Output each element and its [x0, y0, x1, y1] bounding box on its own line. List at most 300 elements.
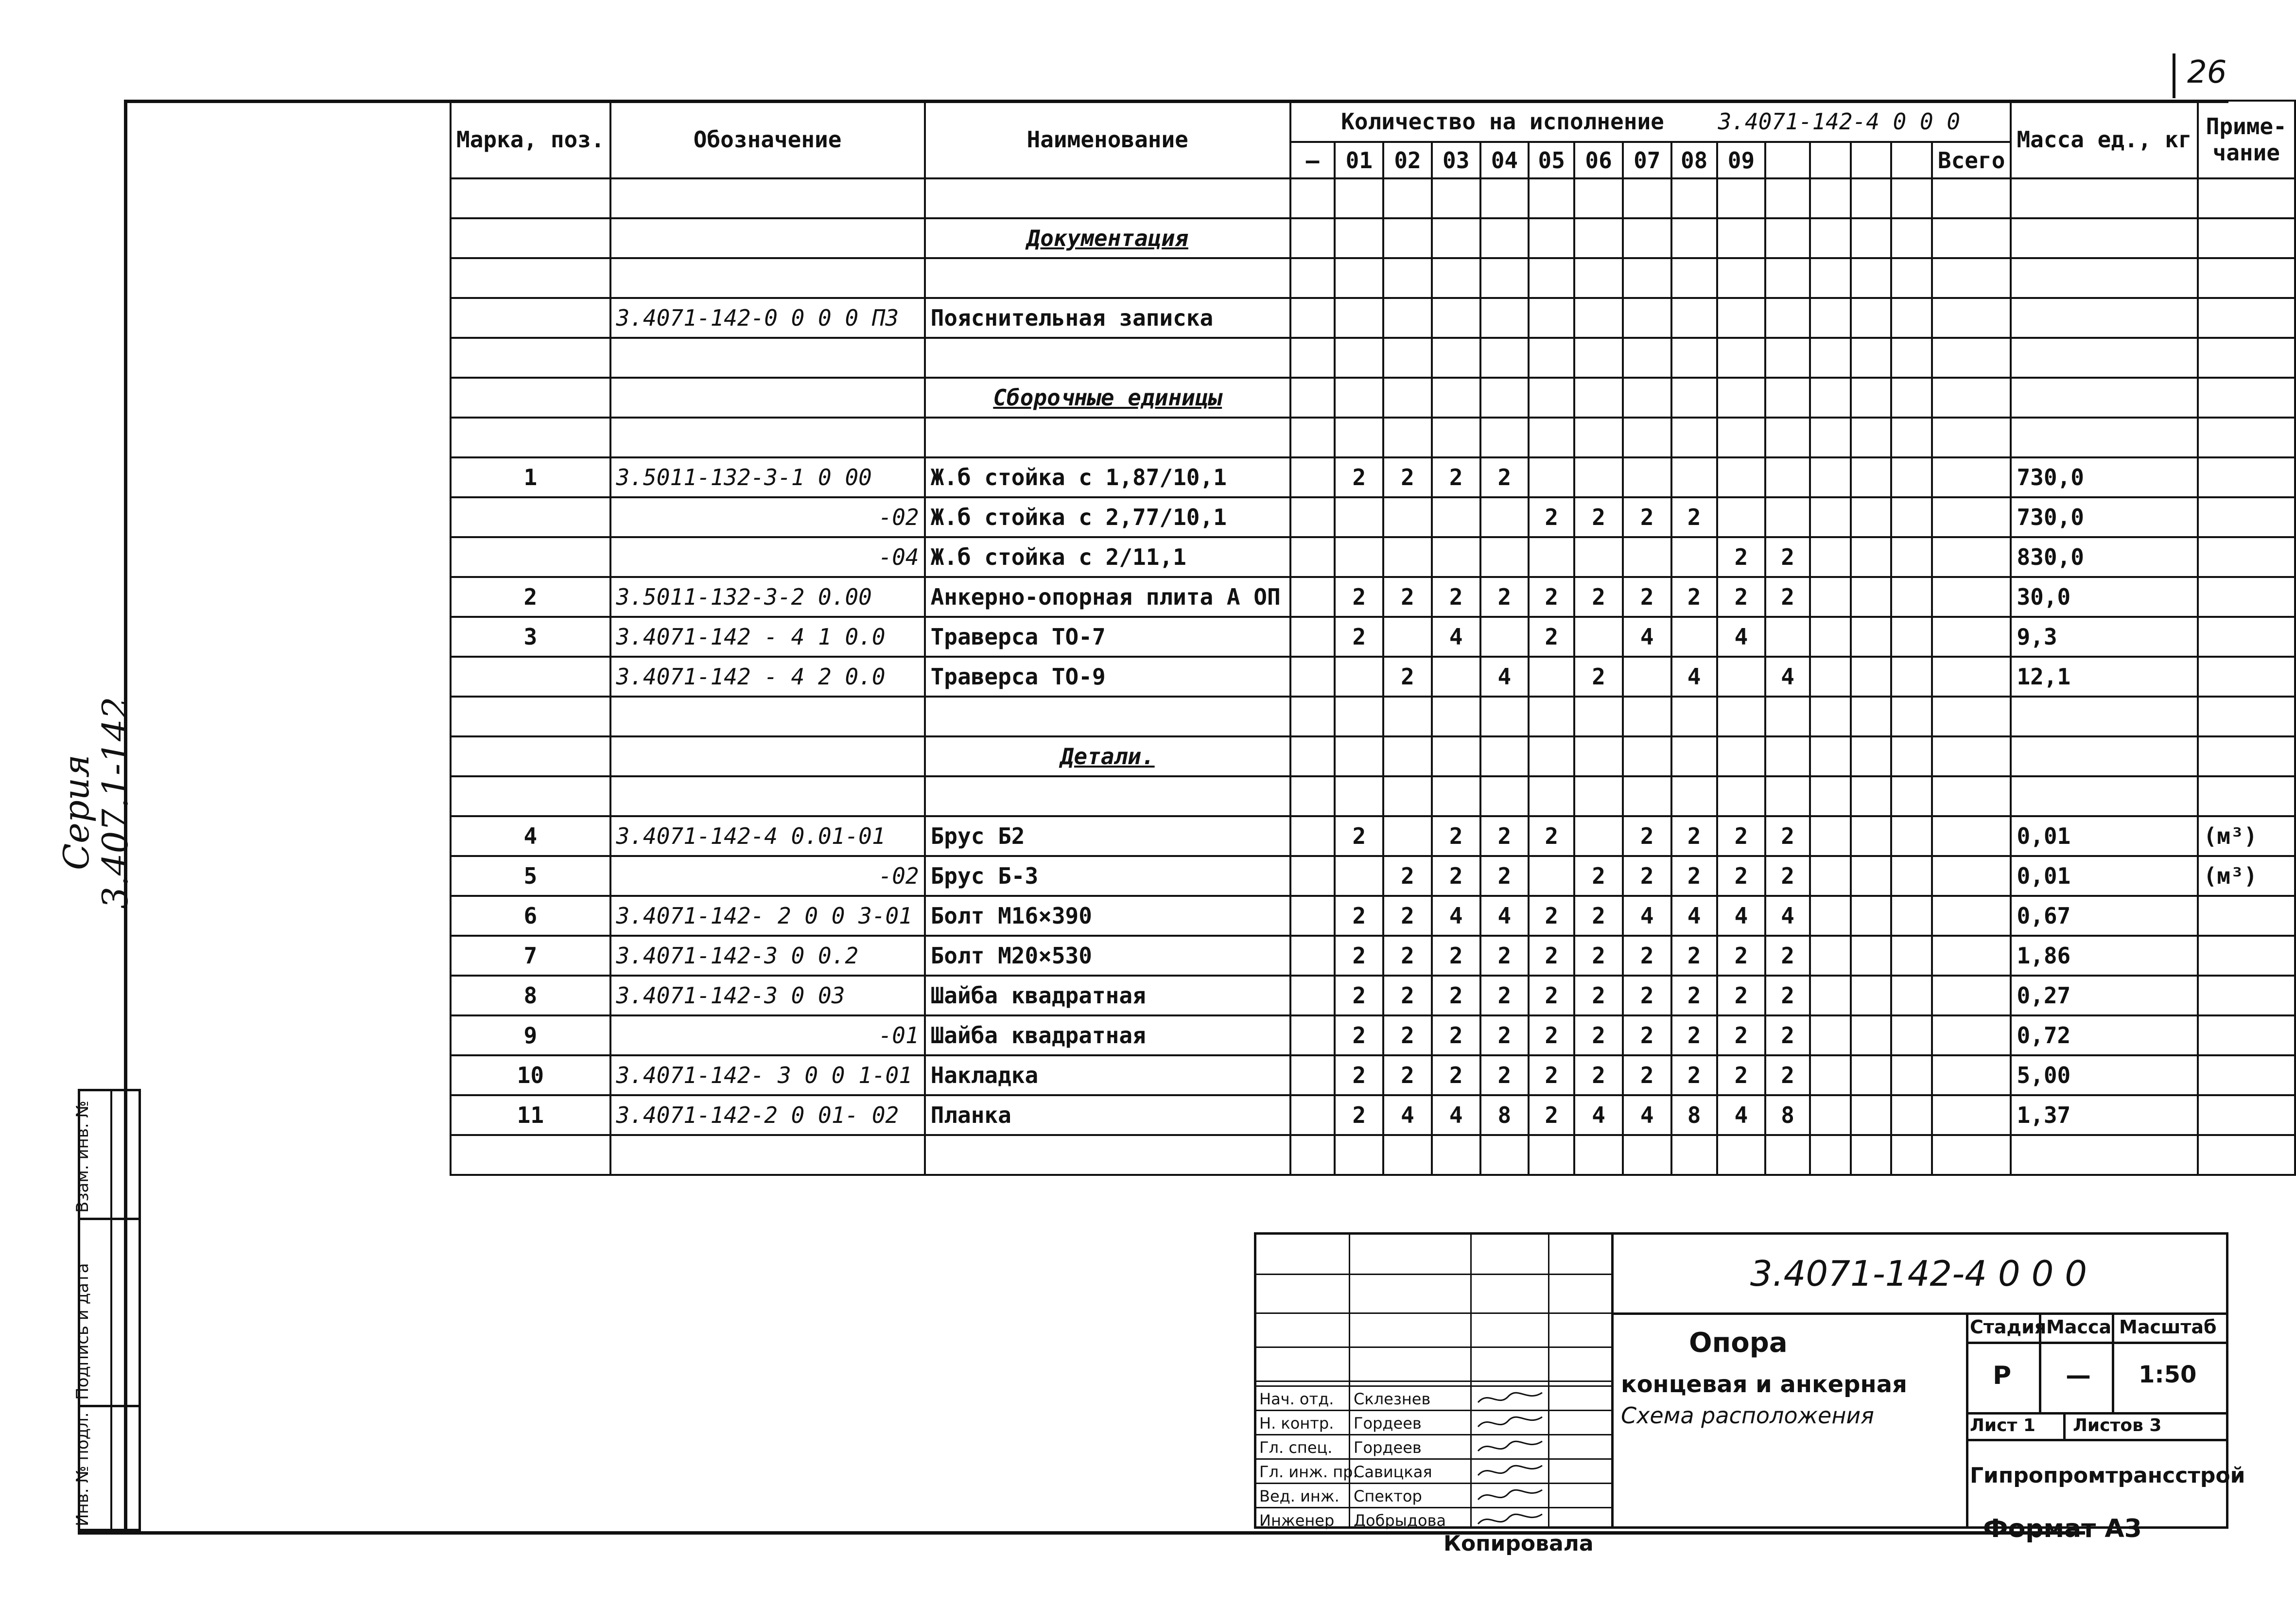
row-qty-6: [1574, 617, 1623, 657]
row-designation-cell: [610, 378, 925, 418]
table-row: [451, 896, 2295, 936]
row-qty-9: 2: [1717, 856, 1766, 896]
row-qty-11: [1810, 816, 1851, 856]
signature-role: Вед. инж.: [1259, 1487, 1339, 1505]
signature-row: [1256, 1434, 1611, 1460]
tb-empty-row-1: [1256, 1235, 1611, 1275]
row-qty-0: [1290, 896, 1335, 936]
header-variant-4: 04: [1480, 142, 1529, 178]
row-qty-11: [1810, 338, 1851, 378]
row-note: [2198, 577, 2296, 617]
row-designation-cell: [610, 1135, 925, 1175]
row-qty-6: 2: [1574, 936, 1623, 976]
row-qty-8: [1671, 457, 1717, 497]
row-qty-10: 2: [1765, 537, 1810, 577]
row-qty-11: [1810, 617, 1851, 657]
row-mass: [2011, 736, 2197, 776]
row-qty-5: 2: [1529, 896, 1574, 936]
row-qty-11: [1810, 577, 1851, 617]
row-qty-2: 2: [1383, 1015, 1432, 1055]
row-mark: 10: [451, 1055, 610, 1095]
row-qty-10: [1765, 258, 1810, 298]
row-qty-4: [1480, 617, 1529, 657]
row-qty-2: [1383, 776, 1432, 816]
row-qty-6: 2: [1574, 577, 1623, 617]
row-qty-4: [1480, 378, 1529, 418]
row-designation: 3.4071-142-4 0.01-01: [610, 816, 925, 856]
row-qty-9: [1717, 378, 1766, 418]
row-qty-14: [1932, 856, 2011, 896]
row-designation: -02: [610, 856, 925, 896]
row-qty-7: [1623, 657, 1671, 697]
signature-name: Спектор: [1354, 1487, 1422, 1505]
table-row: [451, 577, 2295, 617]
row-qty-11: [1810, 976, 1851, 1015]
row-qty-1: 2: [1335, 976, 1383, 1015]
row-qty-1: [1335, 178, 1383, 218]
row-qty-4: [1480, 298, 1529, 338]
row-qty-4: [1480, 697, 1529, 736]
row-name: Анкерно-опорная плита А ОП: [925, 577, 1290, 617]
row-qty-5: 2: [1529, 497, 1574, 537]
row-qty-0: [1290, 697, 1335, 736]
signature-role: Гл. инж. пр.: [1259, 1463, 1358, 1481]
row-qty-9: 4: [1717, 896, 1766, 936]
row-mark: [451, 657, 610, 697]
row-qty-0: [1290, 537, 1335, 577]
row-qty-10: [1765, 497, 1810, 537]
row-qty-8: 2: [1671, 577, 1717, 617]
table-row: [451, 1055, 2295, 1095]
row-qty-7: [1623, 298, 1671, 338]
table-row: [451, 497, 2295, 537]
table-row: [451, 378, 2295, 418]
row-qty-9: [1717, 497, 1766, 537]
row-qty-13: [1891, 497, 1932, 537]
row-qty-4: 2: [1480, 816, 1529, 856]
row-qty-11: [1810, 258, 1851, 298]
row-qty-11: [1810, 657, 1851, 697]
row-name: Траверса ТО-9: [925, 657, 1290, 697]
series-label-line1: Серия: [56, 754, 97, 870]
row-qty-5: 2: [1529, 1015, 1574, 1055]
row-qty-11: [1810, 418, 1851, 457]
row-qty-6: [1574, 736, 1623, 776]
row-qty-11: [1810, 378, 1851, 418]
stamp-instead-inv-label: Взам. инв. №: [73, 1101, 92, 1213]
stage-label: Стадия: [1970, 1316, 2047, 1338]
row-qty-2: 2: [1383, 976, 1432, 1015]
row-qty-5: [1529, 776, 1574, 816]
row-note: [2198, 258, 2296, 298]
row-qty-14: [1932, 178, 2011, 218]
tb-empty-row-3: [1256, 1312, 1611, 1348]
row-qty-10: 2: [1765, 1055, 1810, 1095]
mass-label: Масса: [2046, 1316, 2112, 1338]
row-qty-1: [1335, 298, 1383, 338]
header-name: Наименование: [925, 101, 1290, 178]
row-mass: [2011, 178, 2197, 218]
row-qty-0: [1290, 617, 1335, 657]
row-qty-10: 8: [1765, 1095, 1810, 1135]
row-note: [2198, 457, 2296, 497]
handwritten-signature: [1474, 1485, 1547, 1507]
header-variant-8: 08: [1671, 142, 1717, 178]
row-qty-14: [1932, 338, 2011, 378]
row-note: [2198, 776, 2296, 816]
scale-label: Масштаб: [2119, 1316, 2217, 1338]
row-qty-7: 4: [1623, 896, 1671, 936]
title-line-2: концевая и анкерная: [1621, 1371, 1907, 1398]
row-qty-6: [1574, 218, 1623, 258]
row-qty-12: [1851, 976, 1892, 1015]
row-qty-9: [1717, 298, 1766, 338]
row-qty-5: 2: [1529, 617, 1574, 657]
row-qty-14: [1932, 976, 2011, 1015]
row-qty-11: [1810, 776, 1851, 816]
table-row: [451, 657, 2295, 697]
row-qty-11: [1810, 497, 1851, 537]
row-qty-4: [1480, 736, 1529, 776]
row-qty-4: 2: [1480, 936, 1529, 976]
row-qty-4: [1480, 1135, 1529, 1175]
row-mass: [2011, 697, 2197, 736]
section-heading: Документация: [925, 218, 1290, 258]
row-qty-10: 4: [1765, 657, 1810, 697]
row-qty-0: [1290, 338, 1335, 378]
row-qty-14: [1932, 1135, 2011, 1175]
table-row: [451, 816, 2295, 856]
row-qty-2: 2: [1383, 1055, 1432, 1095]
row-mass: 1,86: [2011, 936, 2197, 976]
row-qty-3: [1432, 537, 1480, 577]
row-designation-cell: [610, 736, 925, 776]
row-name: Планка: [925, 1095, 1290, 1135]
row-qty-13: [1891, 816, 1932, 856]
row-designation: -04: [610, 537, 925, 577]
row-qty-5: 2: [1529, 976, 1574, 1015]
row-note: [2198, 1015, 2296, 1055]
row-qty-3: 2: [1432, 1015, 1480, 1055]
table-row: [451, 178, 2295, 218]
row-qty-7: [1623, 418, 1671, 457]
row-qty-7: 2: [1623, 936, 1671, 976]
row-qty-4: [1480, 537, 1529, 577]
row-qty-5: [1529, 657, 1574, 697]
row-name-cell: [925, 178, 1290, 218]
title-block-meta: [1966, 1312, 2245, 1526]
row-qty-4: 4: [1480, 657, 1529, 697]
row-qty-13: [1891, 617, 1932, 657]
row-qty-5: [1529, 736, 1574, 776]
header-designation: Обозначение: [610, 101, 925, 178]
row-qty-4: 2: [1480, 976, 1529, 1015]
row-designation-cell: [610, 338, 925, 378]
row-qty-11: [1810, 1055, 1851, 1095]
row-qty-5: [1529, 418, 1574, 457]
row-qty-11: [1810, 537, 1851, 577]
row-qty-4: 2: [1480, 1015, 1529, 1055]
row-qty-1: 2: [1335, 577, 1383, 617]
header-variant-12: [1851, 142, 1892, 178]
row-qty-13: [1891, 298, 1932, 338]
row-qty-14: [1932, 457, 2011, 497]
row-qty-9: [1717, 218, 1766, 258]
row-qty-9: [1717, 457, 1766, 497]
row-qty-10: [1765, 1135, 1810, 1175]
row-qty-0: [1290, 457, 1335, 497]
row-qty-6: 2: [1574, 1015, 1623, 1055]
row-qty-13: [1891, 657, 1932, 697]
row-qty-8: 8: [1671, 1095, 1717, 1135]
row-qty-3: 2: [1432, 856, 1480, 896]
row-mark: 2: [451, 577, 610, 617]
row-qty-13: [1891, 776, 1932, 816]
signature-name: Гордеев: [1354, 1414, 1422, 1433]
row-qty-0: [1290, 258, 1335, 298]
handwritten-signature: [1474, 1509, 1547, 1532]
row-name-cell: [925, 338, 1290, 378]
scale-value: 1:50: [2139, 1361, 2197, 1388]
row-qty-0: [1290, 1135, 1335, 1175]
row-qty-12: [1851, 1095, 1892, 1135]
row-qty-7: [1623, 378, 1671, 418]
row-qty-7: [1623, 697, 1671, 736]
row-qty-2: 2: [1383, 856, 1432, 896]
row-qty-12: [1851, 497, 1892, 537]
row-qty-0: [1290, 1095, 1335, 1135]
row-mass: [2011, 298, 2197, 338]
row-qty-13: [1891, 338, 1932, 378]
row-qty-3: 2: [1432, 816, 1480, 856]
row-qty-13: [1891, 1095, 1932, 1135]
title-block: [1254, 1232, 2245, 1530]
row-qty-7: 2: [1623, 1015, 1671, 1055]
row-qty-10: [1765, 617, 1810, 657]
row-qty-12: [1851, 896, 1892, 936]
row-qty-10: [1765, 776, 1810, 816]
row-mark-cell: [451, 1135, 610, 1175]
row-designation: 3.4071-142 - 4 2 0.0: [610, 657, 925, 697]
row-qty-6: [1574, 457, 1623, 497]
table-body: [451, 178, 2295, 1175]
row-qty-1: [1335, 657, 1383, 697]
handwritten-signature: [1474, 1436, 1547, 1459]
row-qty-14: [1932, 736, 2011, 776]
row-qty-8: [1671, 537, 1717, 577]
row-qty-8: 2: [1671, 856, 1717, 896]
row-qty-11: [1810, 936, 1851, 976]
row-qty-13: [1891, 258, 1932, 298]
row-qty-12: [1851, 178, 1892, 218]
row-qty-11: [1810, 736, 1851, 776]
row-qty-12: [1851, 657, 1892, 697]
row-qty-3: [1432, 1135, 1480, 1175]
row-qty-1: 2: [1335, 816, 1383, 856]
header-quantity-doc: 3.4071-142-4 0 0 0: [1718, 108, 1961, 135]
row-qty-12: [1851, 418, 1892, 457]
row-qty-1: [1335, 697, 1383, 736]
row-qty-2: [1383, 298, 1432, 338]
row-qty-0: [1290, 936, 1335, 976]
row-qty-8: 2: [1671, 816, 1717, 856]
row-qty-2: [1383, 338, 1432, 378]
row-note: [2198, 1135, 2296, 1175]
table-row: [451, 418, 2295, 457]
row-qty-8: [1671, 218, 1717, 258]
row-qty-6: 2: [1574, 1055, 1623, 1095]
row-qty-7: 4: [1623, 1095, 1671, 1135]
row-qty-6: 2: [1574, 976, 1623, 1015]
row-qty-1: [1335, 497, 1383, 537]
row-qty-2: [1383, 418, 1432, 457]
row-qty-7: 2: [1623, 856, 1671, 896]
row-qty-13: [1891, 697, 1932, 736]
row-qty-6: [1574, 776, 1623, 816]
row-note: [2198, 936, 2296, 976]
row-qty-12: [1851, 1015, 1892, 1055]
row-qty-13: [1891, 218, 1932, 258]
signature-row: [1256, 1385, 1611, 1411]
row-qty-0: [1290, 816, 1335, 856]
row-qty-2: [1383, 497, 1432, 537]
row-qty-7: [1623, 1135, 1671, 1175]
row-qty-11: [1810, 856, 1851, 896]
row-qty-7: 2: [1623, 816, 1671, 856]
row-qty-4: [1480, 338, 1529, 378]
table-row: [451, 976, 2295, 1015]
row-name: Траверса ТО-7: [925, 617, 1290, 657]
row-qty-3: [1432, 178, 1480, 218]
row-qty-13: [1891, 1135, 1932, 1175]
row-qty-4: [1480, 218, 1529, 258]
header-variant-3: 03: [1432, 142, 1480, 178]
format-label: Формат А3: [1983, 1514, 2142, 1543]
row-qty-9: 2: [1717, 936, 1766, 976]
handwritten-signature: [1474, 1461, 1547, 1483]
row-qty-9: [1717, 657, 1766, 697]
table-row: [451, 697, 2295, 736]
row-qty-9: [1717, 776, 1766, 816]
row-mark-cell: [451, 418, 610, 457]
row-qty-14: [1932, 577, 2011, 617]
row-mass: 730,0: [2011, 457, 2197, 497]
row-qty-7: [1623, 736, 1671, 776]
row-qty-7: 2: [1623, 497, 1671, 537]
row-note: [2198, 537, 2296, 577]
row-qty-4: 4: [1480, 896, 1529, 936]
row-qty-8: 4: [1671, 896, 1717, 936]
row-name-cell: [925, 258, 1290, 298]
row-qty-10: [1765, 736, 1810, 776]
row-mass: 0,01: [2011, 856, 2197, 896]
row-qty-3: [1432, 418, 1480, 457]
row-qty-9: [1717, 258, 1766, 298]
header-quantity-title: Количество на исполнение: [1341, 108, 1664, 135]
row-qty-9: 2: [1717, 976, 1766, 1015]
handwritten-signature: [1474, 1388, 1547, 1410]
row-mark: 5: [451, 856, 610, 896]
row-note: [2198, 338, 2296, 378]
row-mass: [2011, 258, 2197, 298]
row-qty-11: [1810, 1015, 1851, 1055]
row-qty-5: [1529, 1135, 1574, 1175]
row-qty-11: [1810, 896, 1851, 936]
row-qty-1: [1335, 338, 1383, 378]
row-designation-cell: [610, 258, 925, 298]
row-designation: 3.4071-142-2 0 01- 02: [610, 1095, 925, 1135]
tb-empty-row-2: [1256, 1274, 1611, 1314]
row-qty-14: [1932, 298, 2011, 338]
row-mass: 9,3: [2011, 617, 2197, 657]
row-qty-5: 2: [1529, 1095, 1574, 1135]
row-qty-1: [1335, 378, 1383, 418]
row-note: [2198, 218, 2296, 258]
row-designation-cell: [610, 418, 925, 457]
row-qty-3: 2: [1432, 936, 1480, 976]
row-qty-9: [1717, 338, 1766, 378]
stamp-sign-date-label: Подпись и дата: [73, 1263, 92, 1400]
row-qty-8: [1671, 298, 1717, 338]
row-qty-9: [1717, 1135, 1766, 1175]
row-qty-5: [1529, 178, 1574, 218]
row-qty-4: [1480, 258, 1529, 298]
row-note: [2198, 298, 2296, 338]
row-designation-cell: [610, 776, 925, 816]
row-qty-5: 2: [1529, 577, 1574, 617]
row-qty-0: [1290, 577, 1335, 617]
row-qty-5: [1529, 218, 1574, 258]
row-qty-8: [1671, 617, 1717, 657]
table-row: [451, 936, 2295, 976]
table-header-row-1: [451, 101, 2295, 142]
row-qty-0: [1290, 856, 1335, 896]
row-name: Накладка: [925, 1055, 1290, 1095]
row-designation: -02: [610, 497, 925, 537]
table-row: [451, 338, 2295, 378]
table-row: [451, 856, 2295, 896]
row-qty-7: [1623, 338, 1671, 378]
row-qty-14: [1932, 378, 2011, 418]
row-mass: 0,72: [2011, 1015, 2197, 1055]
row-qty-1: [1335, 218, 1383, 258]
section-heading: Сборочные единицы: [925, 378, 1290, 418]
row-qty-5: [1529, 457, 1574, 497]
row-qty-8: 2: [1671, 1015, 1717, 1055]
row-qty-13: [1891, 178, 1932, 218]
row-qty-3: [1432, 736, 1480, 776]
table-row: [451, 537, 2295, 577]
row-qty-9: [1717, 418, 1766, 457]
row-mass: 5,00: [2011, 1055, 2197, 1095]
row-qty-9: 2: [1717, 537, 1766, 577]
row-name: Шайба квадратная: [925, 976, 1290, 1015]
header-variant-0: —: [1290, 142, 1335, 178]
row-mass: 0,67: [2011, 896, 2197, 936]
row-qty-3: [1432, 776, 1480, 816]
table-row: [451, 1095, 2295, 1135]
copied-by-label: Копировала: [1444, 1531, 1594, 1556]
row-qty-14: [1932, 1015, 2011, 1055]
row-qty-5: [1529, 258, 1574, 298]
row-qty-1: [1335, 856, 1383, 896]
row-qty-12: [1851, 378, 1892, 418]
row-qty-3: [1432, 298, 1480, 338]
row-qty-2: 2: [1383, 936, 1432, 976]
row-qty-10: 4: [1765, 896, 1810, 936]
row-qty-1: 2: [1335, 1095, 1383, 1135]
row-qty-6: [1574, 378, 1623, 418]
